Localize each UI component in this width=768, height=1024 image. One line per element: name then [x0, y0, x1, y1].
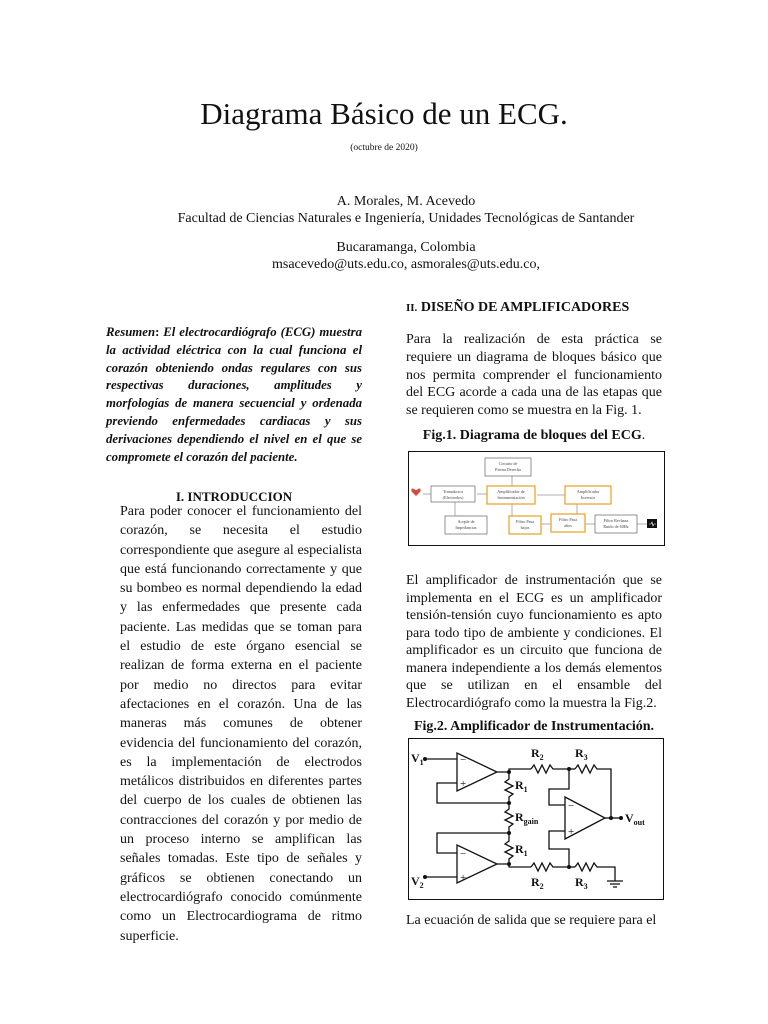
fig1-caption [406, 428, 662, 444]
section2-paragraph-3: La ecuación de salida que se requiere para el [406, 913, 657, 928]
fig2-instrumentation-amplifier [408, 738, 664, 900]
section2-title: DISEÑO DE AMPLIFICADORES [420, 300, 630, 315]
block-pierna-derecha-l2: Pierna Derecha [495, 467, 521, 472]
block-amp-instrumentacion-l1: Amplificador de [497, 489, 525, 494]
intro-heading: I. INTRODUCCION [175, 489, 293, 504]
block-acople-l2: Impedancias [455, 525, 477, 530]
svg-text:+: + [568, 826, 575, 838]
paper-date: (octubre de 2020) [350, 143, 418, 153]
abstract-text: El electrocardiógrafo (ECG) muestra la actividad eléctrica con la cual funciona el corazón obteniendo ondas regulares con sus respectivas duraciones, amplitudes y morfologías de manera secuencial y ordenada previendo enfermedades cardiacas y sus derivaciones dependiendo el nivel en el que se compromete el corazón del paciente. [106, 325, 362, 464]
label-r2-top: $R_2$ [531, 746, 544, 762]
fig1-caption-text: Fig.1. Diagrama de bloques del ECG [422, 428, 642, 443]
label-v1: $V_1$ [411, 751, 424, 767]
fig2-caption: Fig.2. Amplificador de Instrumentación. [413, 719, 655, 734]
label-vout: $V_{out}$ [625, 811, 645, 827]
section2-paragraph-2: El amplificador de instrumentación que se implementa en el ECG es un amplificador tensión-tensión cuyo funcionamiento es apto para todo tipo de ambiente y condiciones. El amplificador es un circuito que funciona de manera independiente a los demás elementos que se utilizan en el ensamble del Electrocardiógrafo como la muestra la Fig.2. [406, 573, 662, 711]
section2-number: II. [406, 302, 418, 314]
section2-paragraph-1: Para la realización de esta práctica se requiere un diagrama de bloques básico que nos permita comprender el funcionamiento del ECG acorde a cada una de las etapas que se requieren como se muestra en la Fig. 1. [406, 332, 662, 419]
block-amp-inversor-l2: Inversor [581, 495, 595, 500]
block-pasa-altos-l1: Filtro Pasa [558, 517, 578, 522]
block-rechaza-ruido-l1: Filtro Rechaza [603, 518, 629, 523]
abstract: Resumen: El electrocardiógrafo (ECG) muestra la actividad eléctrica con la cual funciona el corazón obteniendo ondas regulares con sus respectivas duraciones, amplitudes y morfologías de manera secuencial y ordenada previendo enfermedades cardiacas y sus derivaciones dependiendo el nivel en el que se compromete el corazón del paciente. [106, 325, 362, 464]
block-pasa-altos-l2: altos [564, 523, 572, 528]
block-pasa-bajos-l1: Filtro Pasa [515, 519, 535, 524]
block-amp-inversor-l1: Amplificador [576, 489, 600, 494]
block-amp-instrumentacion-l2: Instrumentación [497, 495, 525, 500]
section2-heading [406, 300, 629, 316]
label-rgain: $R_{gain}$ [515, 810, 539, 826]
block-pasa-bajos-l2: bajos [520, 525, 530, 530]
paper-authors: A. Morales, M. Acevedo [336, 194, 476, 209]
block-transductor-l2: (Electrodos) [442, 495, 464, 500]
paper-location: Bucaramanga, Colombia [336, 240, 476, 255]
abstract-label: Resumen [106, 325, 156, 339]
label-r3-bottom: $R_3$ [575, 875, 588, 891]
block-transductor-l1: Transductor [442, 489, 464, 494]
paper-title: Diagrama Básico de un ECG. [200, 96, 568, 131]
svg-text:+: + [460, 778, 467, 790]
svg-text:−: − [568, 800, 575, 812]
label-v2: $V_2$ [411, 874, 424, 890]
svg-text:+: + [460, 872, 467, 884]
block-pierna-derecha-l1: Circuito de [498, 461, 518, 466]
label-r1-bottom: $R_1$ [515, 842, 528, 858]
label-r1-top: $R_1$ [515, 778, 528, 794]
block-acople-l1: Acople de [457, 519, 475, 524]
label-r2-bottom: $R_2$ [531, 875, 544, 891]
svg-text:−: − [460, 848, 467, 860]
display-block [647, 519, 657, 528]
paper-affiliation: Facultad de Ciencias Naturales e Ingeniería, Unidades Tecnológicas de Santander [177, 211, 635, 226]
fig1-block-diagram [408, 451, 665, 546]
paper-emails: msacevedo@uts.edu.co, asmorales@uts.edu.co, [272, 257, 540, 272]
heart-icon [411, 489, 420, 496]
intro-text: Para poder conocer el funcionamiento del corazón, se necesita el estudio correspondiente que asegure al especialista que está funcionando correctamente y que su bombeo es normal dependiendo la edad y las enfermedades que presente cada paciente. Las medidas que se toman para el estudio de este órgano esencial se realizan de forma externa en el paciente por medio no directos para evitar afectaciones en el corazón. Una de las maneras más comunes de obtener evidencia del funcionamiento del corazón, es la implementación de electrodos metálicos distribuidos en diferentes partes del cuerpo de los cuales de obtienen las contracciones del corazón y por medio de un proceso interno se amplifican las señales tomadas. Este tipo de señales y gráficos se obtienen conectando un electrocardiógrafo conocido comúnmente como un Electrocardiograma de ritmo superficie. [120, 504, 362, 944]
label-r3-top: $R_3$ [575, 746, 588, 762]
block-rechaza-ruido-l2: Ruido de 60Hz [603, 524, 629, 529]
fig1-caption-end: . [641, 428, 646, 443]
svg-text:−: − [460, 754, 467, 766]
